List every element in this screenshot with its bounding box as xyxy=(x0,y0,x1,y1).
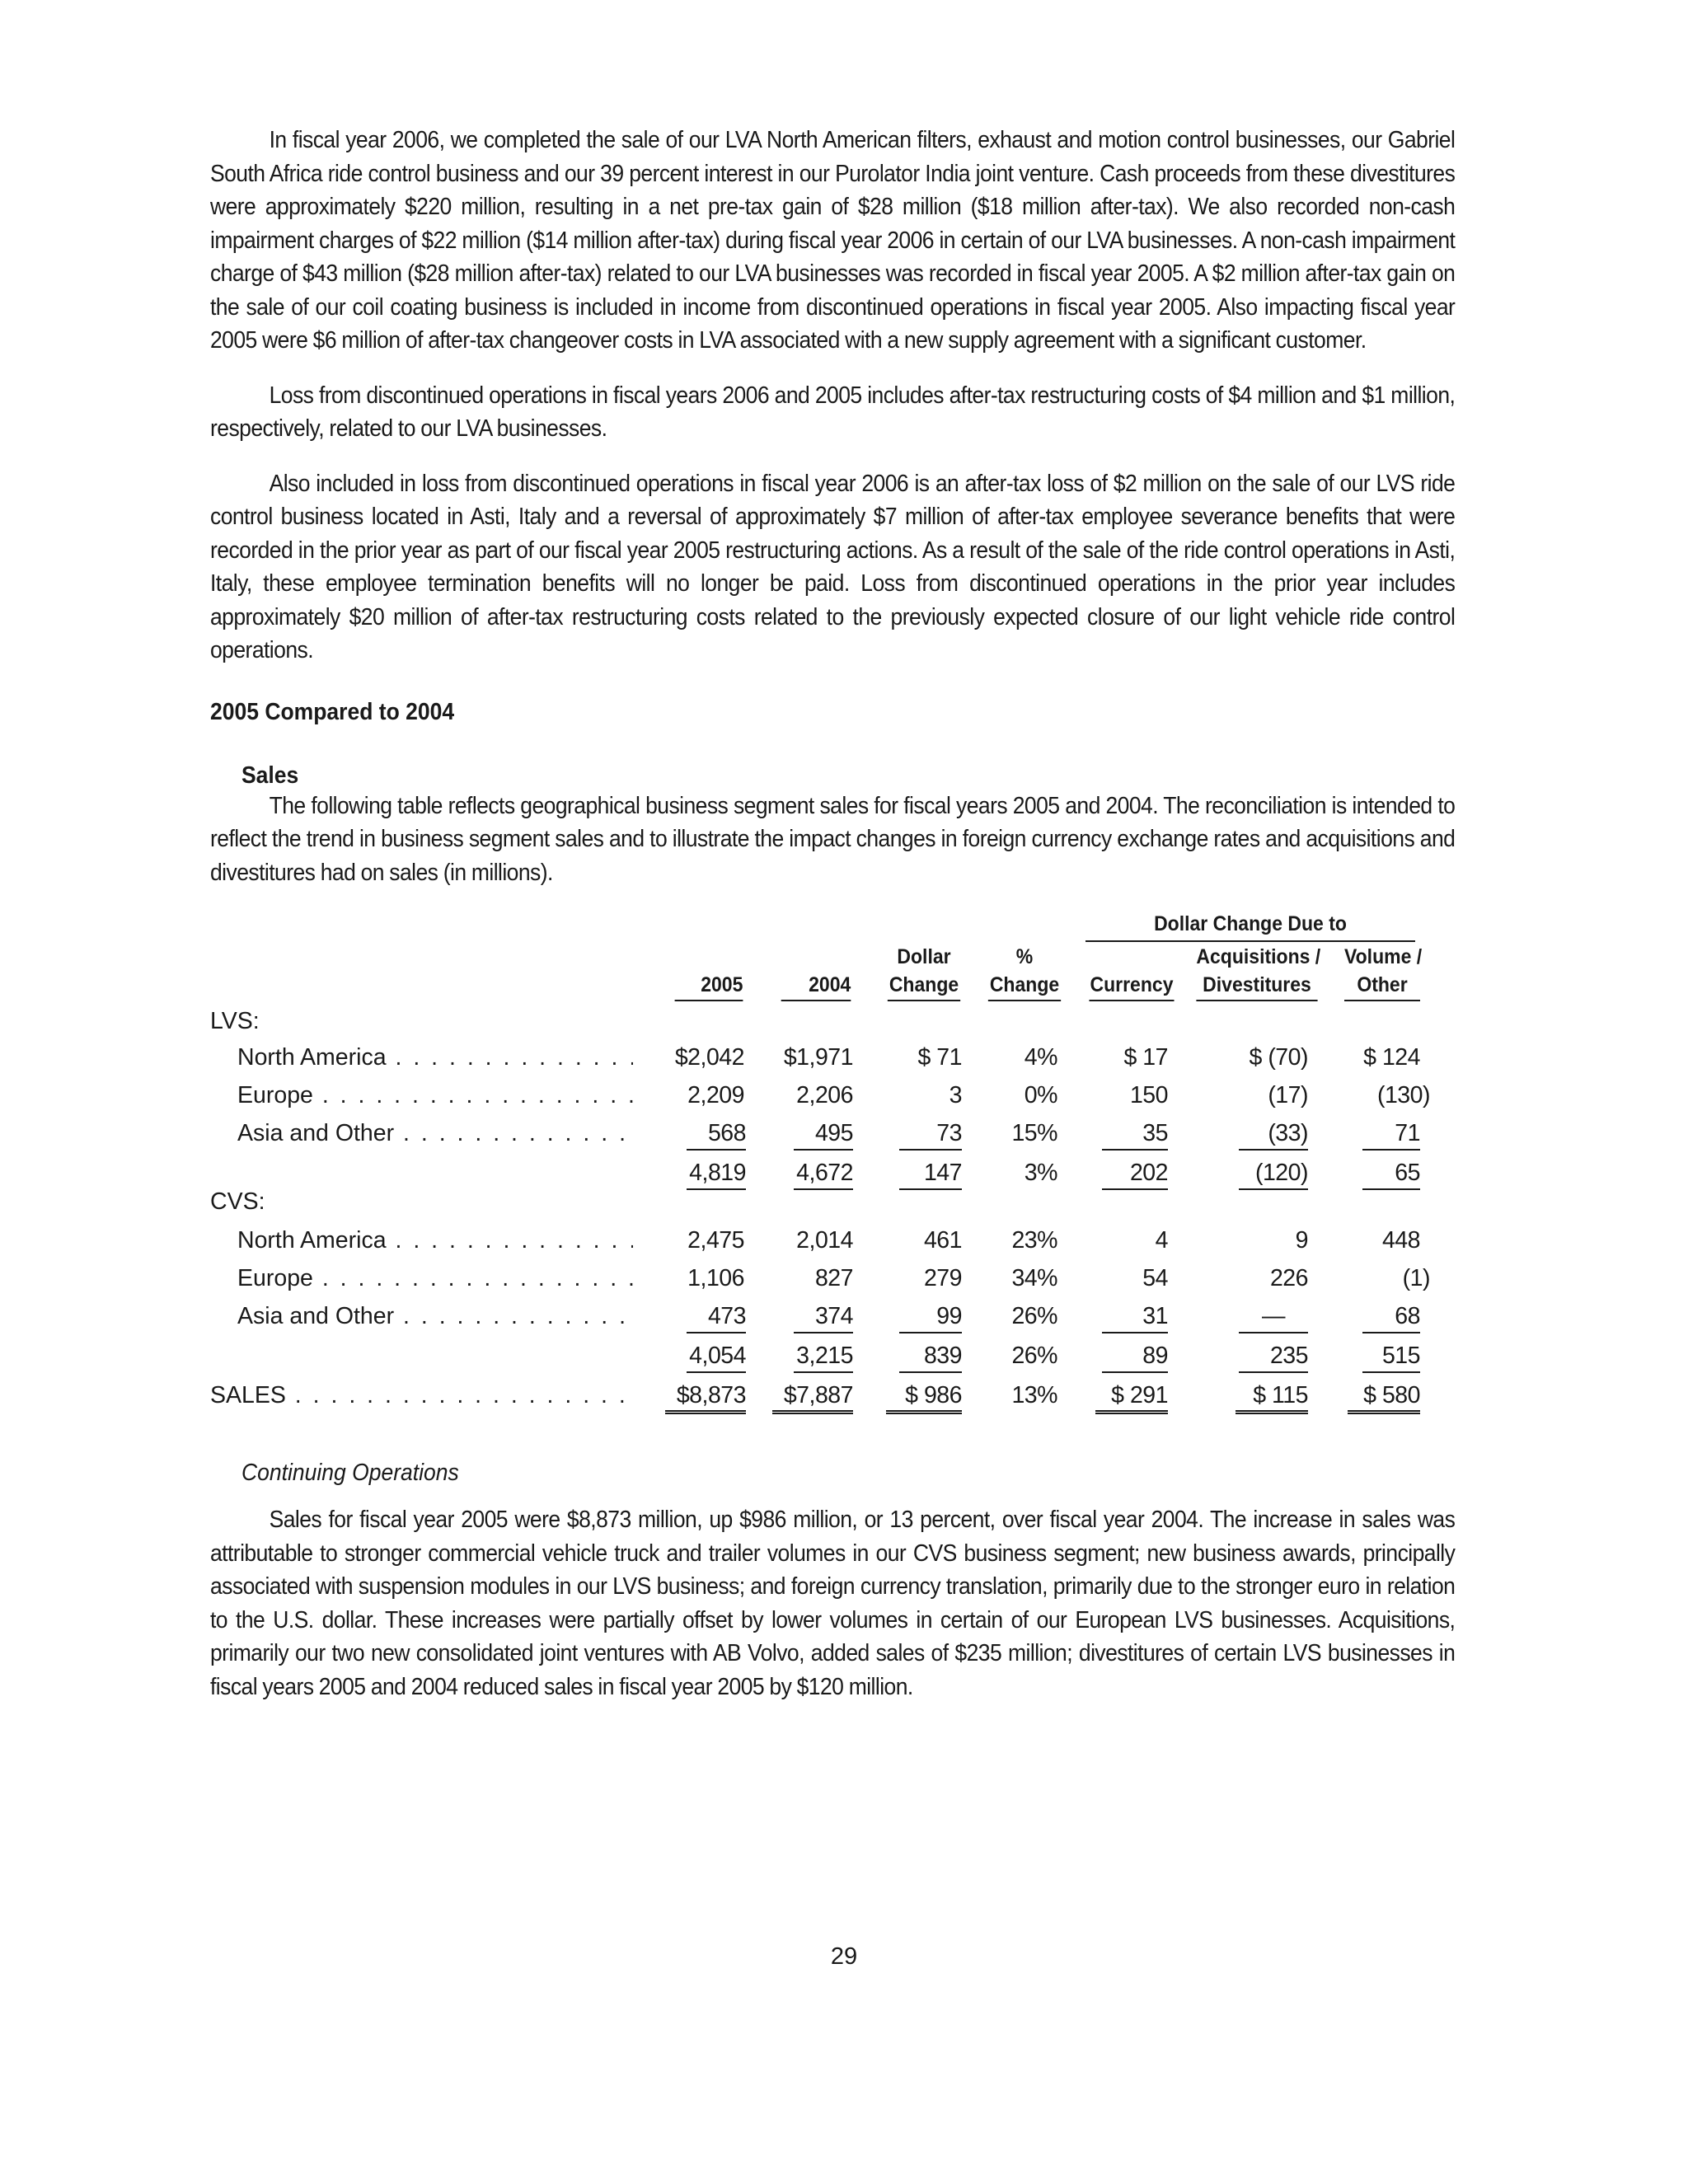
row-label-sales: SALES . . . xyxy=(210,1382,633,1409)
row-label: North America . . . xyxy=(237,1044,633,1071)
cell-2005: 568 xyxy=(687,1120,746,1151)
cell-dollar-change: $ 986 xyxy=(886,1382,962,1414)
cell-volume: (1) xyxy=(1402,1265,1430,1291)
cell-currency: 4 xyxy=(1155,1227,1168,1254)
cell-dollar-change: 3 xyxy=(949,1082,962,1108)
cell-acq-div: (17) xyxy=(1268,1082,1308,1108)
cell-pct-change: 23% xyxy=(1011,1227,1057,1254)
cell-2004: 2,014 xyxy=(796,1227,853,1254)
cell-acq-div: (33) xyxy=(1239,1120,1308,1151)
cell-2004: 4,672 xyxy=(794,1160,853,1190)
cell-dollar-change: 279 xyxy=(923,1265,962,1291)
cell-acq-div: — xyxy=(1239,1303,1308,1333)
segment-label-cvs: CVS: xyxy=(210,1188,265,1215)
cell-2004: $1,971 xyxy=(783,1044,853,1071)
row-label: Europe . . . xyxy=(237,1265,633,1292)
cell-2005: 2,209 xyxy=(687,1082,744,1108)
cell-volume: 515 xyxy=(1362,1343,1420,1373)
col-header-2004: 2004 xyxy=(781,972,851,1001)
cell-2005: 473 xyxy=(687,1303,746,1333)
col-header-acq-1: Acquisitions / xyxy=(1196,945,1321,968)
col-header-dollar-2: Change xyxy=(888,972,960,1001)
cell-pct-change: 0% xyxy=(1024,1082,1057,1108)
cell-currency: 89 xyxy=(1102,1343,1168,1373)
document-page xyxy=(210,124,1455,1725)
col-header-vol-1: Volume / xyxy=(1344,945,1423,968)
col-header-2005: 2005 xyxy=(675,972,743,1001)
cell-dollar-change: $ 71 xyxy=(917,1044,962,1071)
cell-currency: $ 291 xyxy=(1095,1382,1168,1414)
cell-2005: $2,042 xyxy=(674,1044,744,1071)
col-header-pct-2: Change xyxy=(988,972,1061,1001)
cell-volume: (130) xyxy=(1376,1082,1430,1108)
col-header-pct-1: % xyxy=(1015,945,1034,968)
cell-2004: 3,215 xyxy=(794,1343,853,1373)
col-header-acq-2: Divestitures xyxy=(1196,972,1317,1001)
cell-2004: 2,206 xyxy=(796,1082,853,1108)
cell-dollar-change: 461 xyxy=(923,1227,962,1254)
cell-pct-change: 15% xyxy=(1011,1120,1057,1146)
cell-volume: 65 xyxy=(1362,1160,1420,1190)
sales-heading: Sales xyxy=(241,762,299,789)
page-number: 29 xyxy=(830,1943,858,1970)
cell-2005: 2,475 xyxy=(687,1227,744,1254)
paragraph-asti: Also included in loss from discontinued operations in fiscal year 2006 is an after-tax loss of $2 million on the sale of our LVS ride control business located in Asti, Italy and a reversal of approximately $7 million of after-tax employee severance benefits that were recorded in the prior year as part of our fiscal year 2005 restructuring actions. As a result of the sale of the ride control operations in Asti, Italy, these employee termination benefits will no longer be paid. Loss from discontinued operations in the prior year includes approximately $20 million of after-tax restructuring costs related to the previously expected closure of our light vehicle ride control operations. xyxy=(210,470,1456,663)
cell-dollar-change: 99 xyxy=(899,1303,962,1333)
row-label: Asia and Other . . . xyxy=(237,1120,633,1147)
col-header-currency: Currency xyxy=(1089,972,1174,1001)
group-header: Dollar Change Due to xyxy=(1154,912,1347,935)
cell-2004: 495 xyxy=(794,1120,853,1151)
paragraph-sales-summary: Sales for fiscal year 2005 were $8,873 million, up $986 million, or 13 percent, over fiscal year 2004. The increase in sales was attributable to stronger commercial vehicle truck and trailer volumes in our CVS business segment; new business awards, principally associated with suspension modules in our LVS business; and foreign currency translation, primarily due to the stronger euro in relation to the U.S. dollar. These increases were partially offset by lower volumes in certain of our European LVS businesses. Acquisitions, primarily our two new consolidated joint ventures with AB Volvo, added sales of $235 million; divestitures of certain LVS businesses in fiscal years 2005 and 2004 reduced sales in fiscal year 2005 by $120 million. xyxy=(210,1507,1456,1700)
section-heading: 2005 Compared to 2004 xyxy=(210,698,455,725)
col-header-vol-2: Other xyxy=(1344,972,1420,1001)
cell-2004: 827 xyxy=(814,1265,853,1291)
cell-volume: 448 xyxy=(1381,1227,1420,1254)
cell-acq-div: 235 xyxy=(1239,1343,1308,1373)
cell-acq-div: 226 xyxy=(1269,1265,1308,1291)
cell-2005: 4,819 xyxy=(687,1160,746,1190)
cell-dollar-change: 147 xyxy=(899,1160,962,1190)
cell-acq-div: 9 xyxy=(1295,1227,1308,1254)
cell-currency: 31 xyxy=(1102,1303,1168,1333)
cell-currency: 202 xyxy=(1102,1160,1168,1190)
row-label: North America . . . xyxy=(237,1227,633,1254)
cell-currency: 150 xyxy=(1129,1082,1168,1108)
cell-acq-div: $ 115 xyxy=(1236,1382,1308,1414)
sales-table xyxy=(210,911,1455,1438)
table-intro-paragraph: The following table reflects geographical business segment sales for fiscal years 2005 and 2004. The reconciliation is intended to reflect the trend in business segment sales and to illustrate the impact changes in foreign currency exchange rates and acquisitions and divestitures had on sales (in millions). xyxy=(210,792,1456,886)
cell-volume: 71 xyxy=(1362,1120,1420,1151)
row-label: Asia and Other . . . xyxy=(237,1303,633,1330)
cell-dollar-change: 73 xyxy=(899,1120,962,1151)
group-header-rule xyxy=(1085,940,1415,942)
col-header-dollar-1: Dollar xyxy=(897,945,951,968)
paragraph-divestitures: In fiscal year 2006, we completed the sale of our LVA North American filters, exhaust and motion control businesses, our Gabriel South Africa ride control business and our 39 percent interest in our Purolator India joint venture. Cash proceeds from these divestitures were approximately $220 million, resulting in a net pre-tax gain of $28 million ($18 million after-tax). We also recorded non-cash impairment charges of $22 million ($14 million after-tax) during fiscal year 2006 in certain of our LVA businesses. A non-cash impairment charge of $43 million ($28 million after-tax) related to our LVA businesses was recorded in fiscal year 2005. A $2 million after-tax gain on the sale of our coil coating business is included in income from discontinued operations in fiscal year 2005. Also impacting fiscal year 2005 were $6 million of after-tax changeover costs in LVA associated with a new supply agreement with a significant customer. xyxy=(210,127,1456,354)
cell-currency: $ 17 xyxy=(1123,1044,1168,1071)
paragraph-restructuring: Loss from discontinued operations in fiscal years 2006 and 2005 includes after-tax restructuring costs of $4 million and $1 million, respectively, related to our LVA businesses. xyxy=(210,382,1456,442)
cell-pct-change: 3% xyxy=(1024,1160,1057,1186)
row-label: Europe . . . xyxy=(237,1082,633,1109)
cell-2005: $8,873 xyxy=(665,1382,746,1414)
cell-pct-change: 26% xyxy=(1011,1343,1057,1369)
cell-pct-change: 26% xyxy=(1011,1303,1057,1329)
cell-currency: 54 xyxy=(1142,1265,1168,1291)
cell-volume: $ 580 xyxy=(1348,1382,1420,1414)
cell-dollar-change: 839 xyxy=(899,1343,962,1373)
segment-label-lvs: LVS: xyxy=(210,1008,260,1034)
cell-2005: 4,054 xyxy=(687,1343,746,1373)
cell-2005: 1,106 xyxy=(687,1265,744,1291)
cell-volume: 68 xyxy=(1362,1303,1420,1333)
cell-volume: $ 124 xyxy=(1363,1044,1420,1071)
cell-2004: 374 xyxy=(794,1303,853,1333)
cell-pct-change: 34% xyxy=(1011,1265,1057,1291)
cell-currency: 35 xyxy=(1102,1120,1168,1151)
cell-acq-div: (120) xyxy=(1239,1160,1308,1190)
cell-2004: $7,887 xyxy=(772,1382,853,1414)
continuing-operations-heading: Continuing Operations xyxy=(241,1460,459,1486)
cell-pct-change: 13% xyxy=(1011,1382,1057,1408)
cell-acq-div: $ (70) xyxy=(1249,1044,1308,1071)
cell-pct-change: 4% xyxy=(1024,1044,1057,1071)
